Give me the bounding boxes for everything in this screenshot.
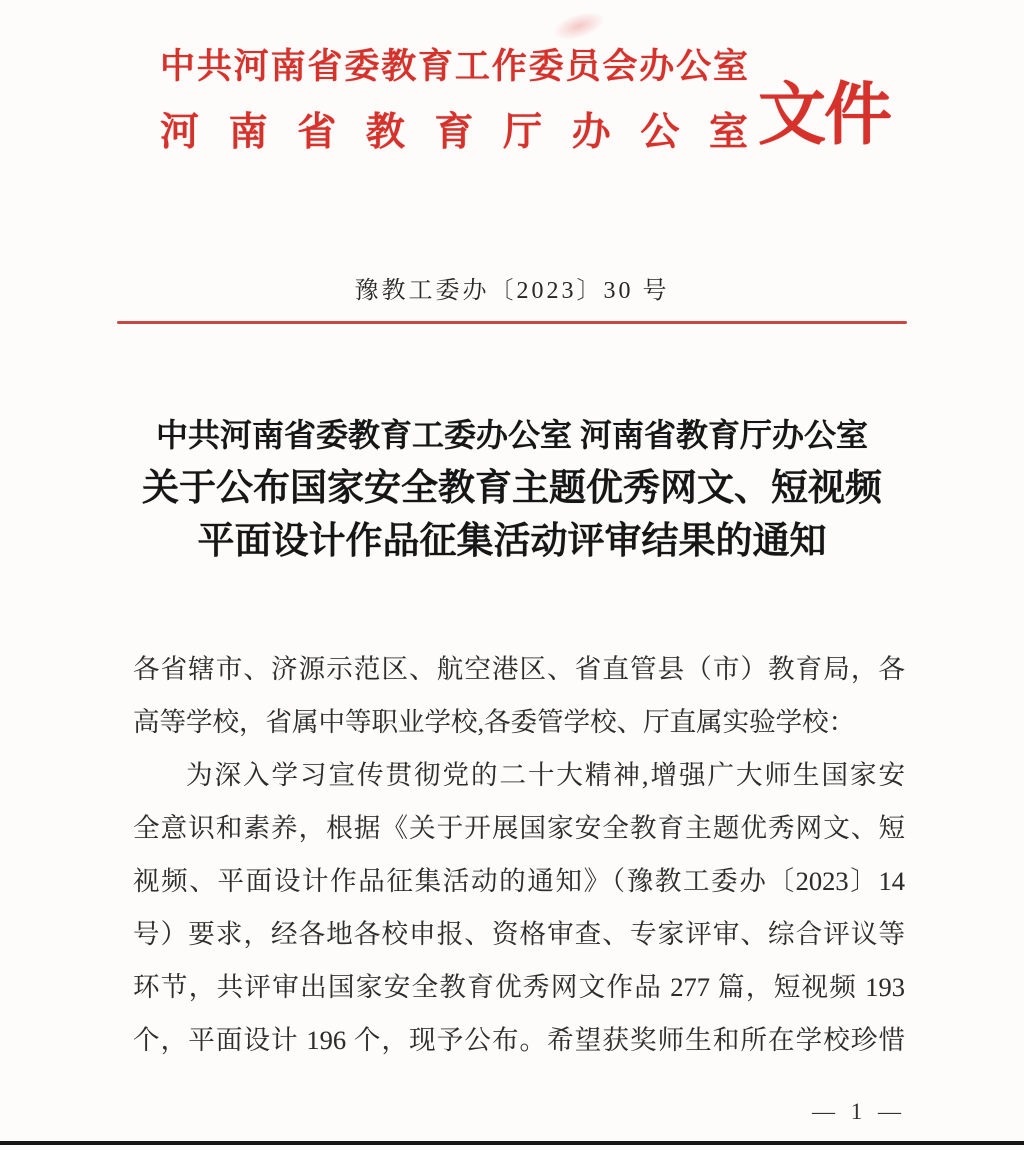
doc-type-label: 文件 [758, 76, 891, 153]
title-line-3: 平面设计作品征集活动评审结果的通知 [197, 521, 827, 562]
page-number: — 1 — [812, 1099, 906, 1124]
document-title [100, 409, 924, 568]
page-bottom-border [0, 1141, 1024, 1145]
paragraph-line-2: 全意识和素养，根据《关于开展国家安全教育主题优秀网文、短 [133, 813, 905, 843]
paragraph-line-3: 视频、平面设计作品征集活动的通知》（豫教工委办〔2023〕14 [133, 866, 905, 896]
letterhead [160, 34, 895, 166]
title-line-1: 中共河南省委教育工委办公室 河南省教育厅办公室 [155, 417, 868, 453]
red-divider-line [117, 321, 907, 324]
paragraph-line-4: 号）要求，经各地各校申报、资格审查、专家评审、综合评议等 [133, 919, 905, 949]
paragraph-line-5: 环节，共评审出国家安全教育优秀网文作品 277 篇，短视频 193 [133, 972, 905, 1002]
paragraph-line-1: 为深入学习宣传贯彻党的二十大精神,增强广大师生国家安 [186, 760, 905, 790]
org-name-line2: 河南省教育厅办公室 [160, 111, 748, 154]
salutation-line-2: 高等学校，省属中等职业学校,各委管学校、厅直属实验学校： [133, 707, 856, 737]
body-text [133, 643, 905, 1067]
title-line-2: 关于公布国家安全教育主题优秀网文、短视频 [142, 468, 882, 509]
issuing-orgs [160, 34, 748, 166]
org-name-line1: 中共河南省委教育工作委员会办公室 [160, 47, 748, 86]
salutation-line-1: 各省辖市、济源示范区、航空港区、省直管县（市）教育局，各 [133, 654, 905, 684]
paragraph-line-6: 个，平面设计 196 个，现予公布。希望获奖师生和所在学校珍惜 [133, 1025, 905, 1055]
document-number: 豫教工委办〔2023〕30 号 [354, 278, 670, 304]
